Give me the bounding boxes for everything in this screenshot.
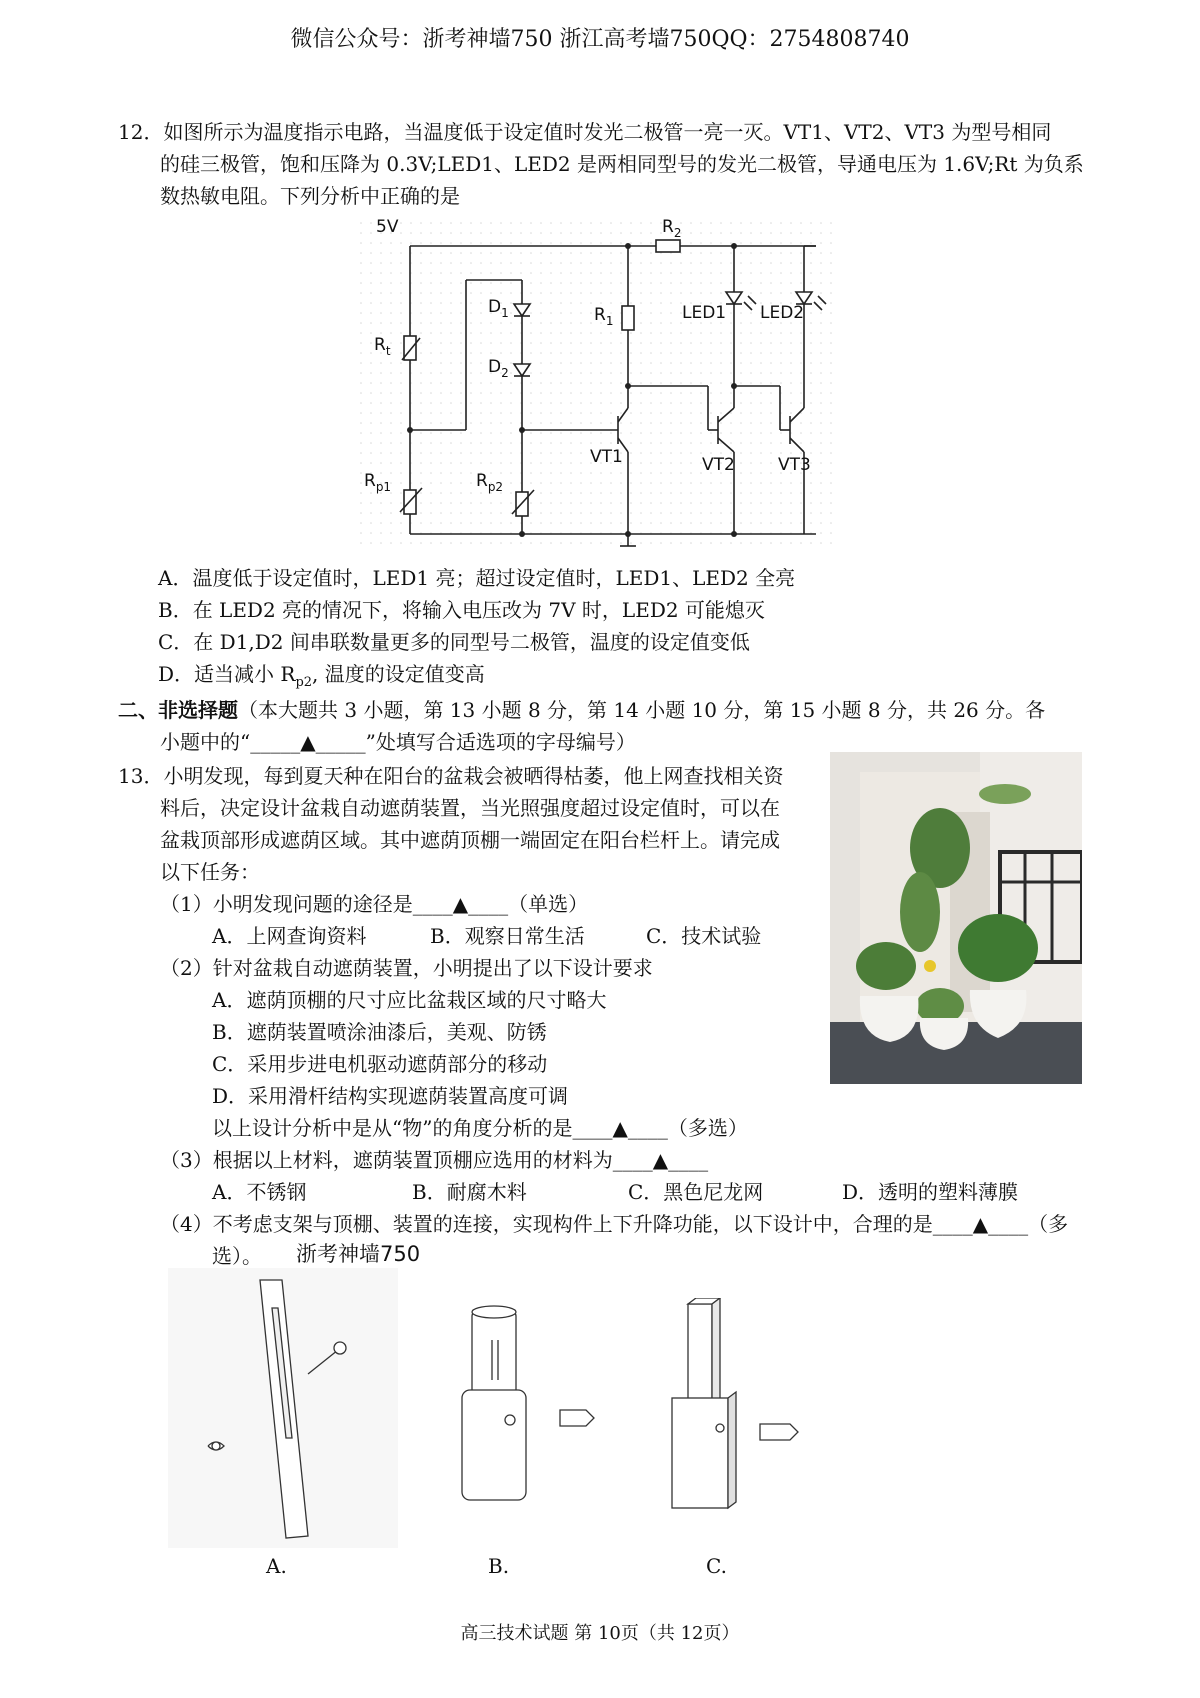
circuit-diagram xyxy=(350,212,850,552)
label-led1: LED1 xyxy=(682,303,727,323)
q13-sub-1-opt-c: C．技术试验 xyxy=(646,924,762,948)
watermark-text: 浙考神墙750 xyxy=(296,1242,421,1266)
figure-label-b: B. xyxy=(488,1554,510,1578)
q13-line-2: 料后，决定设计盆栽自动遮荫装置，当光照强度超过设定值时，可以在 xyxy=(160,796,780,820)
q12-line-1: 12．如图所示为温度指示电路，当温度低于设定值时发光二极管一亮一灭。VT1、VT2、VT3 为型号相同 xyxy=(118,120,1052,144)
q13-sub-3-opt-c: C．黑色尼龙网 xyxy=(628,1180,764,1204)
label-r1-sub: 1 xyxy=(605,314,614,328)
label-rp2-sub: p2 xyxy=(487,480,504,494)
label-5v: 5V xyxy=(376,217,399,237)
label-d2-sub: 2 xyxy=(501,366,509,380)
q13-sub-3-opt-a: A．不锈钢 xyxy=(212,1180,307,1204)
figure-b-tube-clamp xyxy=(440,1300,620,1510)
label-vt3: VT3 xyxy=(778,455,811,475)
q13-sub-2-opt-b: B．遮荫装置喷涂油漆后，美观、防锈 xyxy=(212,1020,547,1044)
label-vt2: VT2 xyxy=(702,455,735,475)
q13-sub-2-opt-c: C．采用步进电机驱动遮荫部分的移动 xyxy=(212,1052,548,1076)
q13-line-4: 以下任务： xyxy=(160,860,260,884)
page-header: 微信公众号：浙考神墙750 浙江高考墙750QQ：2754808740 xyxy=(290,27,910,52)
label-d2: D xyxy=(488,357,502,377)
q13-sub-1-opt-b: B．观察日常生活 xyxy=(430,924,585,948)
q13-sub-2-question: 以上设计分析中是从“物”的角度分析的是____▲____（多选） xyxy=(212,1116,748,1140)
label-rt: R xyxy=(374,335,386,355)
q13-sub-3-opt-b: B．耐腐木料 xyxy=(412,1180,527,1204)
label-r2-sub: 2 xyxy=(673,226,682,240)
q12-line-2: 的硅三极管，饱和压降为 0.3V;LED1、LED2 是两相同型号的发光二极管，导通电压为 1.6V;Rt 为负系 xyxy=(160,152,1084,176)
q13-sub-2: （2）针对盆栽自动遮荫装置，小明提出了以下设计要求 xyxy=(160,956,653,980)
label-rp1: R xyxy=(364,471,376,491)
balcony-plants-photo xyxy=(830,752,1082,1084)
q13-sub-1: （1）小明发现问题的途径是____▲____（单选） xyxy=(160,892,589,916)
label-r1: R xyxy=(594,305,606,325)
label-d1-sub: 1 xyxy=(501,306,509,320)
label-rp2: R xyxy=(476,471,488,491)
label-rt-sub: t xyxy=(385,344,391,358)
q13-sub-2-opt-d: D．采用滑杆结构实现遮荫装置高度可调 xyxy=(212,1084,569,1108)
q13-sub-3-opt-d: D．透明的塑料薄膜 xyxy=(842,1180,1019,1204)
figure-label-a: A. xyxy=(266,1554,287,1578)
label-rp1-sub: p1 xyxy=(375,480,392,494)
q12-option-b: B．在 LED2 亮的情况下，将输入电压改为 7V 时，LED2 可能熄灭 xyxy=(158,598,765,622)
q13-sub-1-opt-a: A．上网查询资料 xyxy=(212,924,367,948)
figure-c-square-sleeve xyxy=(640,1298,840,1518)
q13-line-3: 盆栽顶部形成遮荫区域。其中遮荫顶棚一端固定在阳台栏杆上。请完成 xyxy=(160,828,780,852)
section-2-heading: 二、非选择题（本大题共 3 小题，第 13 小题 8 分，第 14 小题 10 分，第 15 小题 8 分，共 26 分。各 xyxy=(118,698,1046,722)
section-2-note: 小题中的“_____▲_____”处填写合适选项的字母编号） xyxy=(160,730,636,754)
q13-sub-4-cont: 选）。 xyxy=(212,1244,262,1268)
q13-sub-4: （4）不考虑支架与顶棚、装置的连接，实现构件上下升降功能，以下设计中，合理的是____▲____（多 xyxy=(160,1212,1069,1236)
figure-a-slotted-bar xyxy=(168,1268,398,1548)
label-vt1: VT1 xyxy=(590,447,623,467)
q12-option-c: C．在 D1,D2 间串联数量更多的同型号二极管，温度的设定值变低 xyxy=(158,630,750,654)
page-footer: 高三技术试题 第 10页（共 12页） xyxy=(460,1623,740,1644)
label-r2: R xyxy=(662,217,674,237)
figure-label-c: C. xyxy=(706,1554,727,1578)
q12-option-d: D．适当减小 $R_{p2}$, 温度的设定值变高 xyxy=(158,662,485,690)
q12-line-3: 数热敏电阻。下列分析中正确的是 xyxy=(160,184,460,208)
q13-sub-3: （3）根据以上材料，遮荫装置顶棚应选用的材料为____▲____ xyxy=(160,1148,709,1172)
q13-sub-2-opt-a: A．遮荫顶棚的尺寸应比盆栽区域的尺寸略大 xyxy=(212,988,607,1012)
q13-line-1: 13．小明发现，每到夏天种在阳台的盆栽会被晒得枯萎，他上网查找相关资 xyxy=(118,764,784,788)
label-d1: D xyxy=(488,297,502,317)
q12-option-a: A．温度低于设定值时，LED1 亮；超过设定值时，LED1、LED2 全亮 xyxy=(158,566,796,590)
label-led2: LED2 xyxy=(760,303,805,323)
